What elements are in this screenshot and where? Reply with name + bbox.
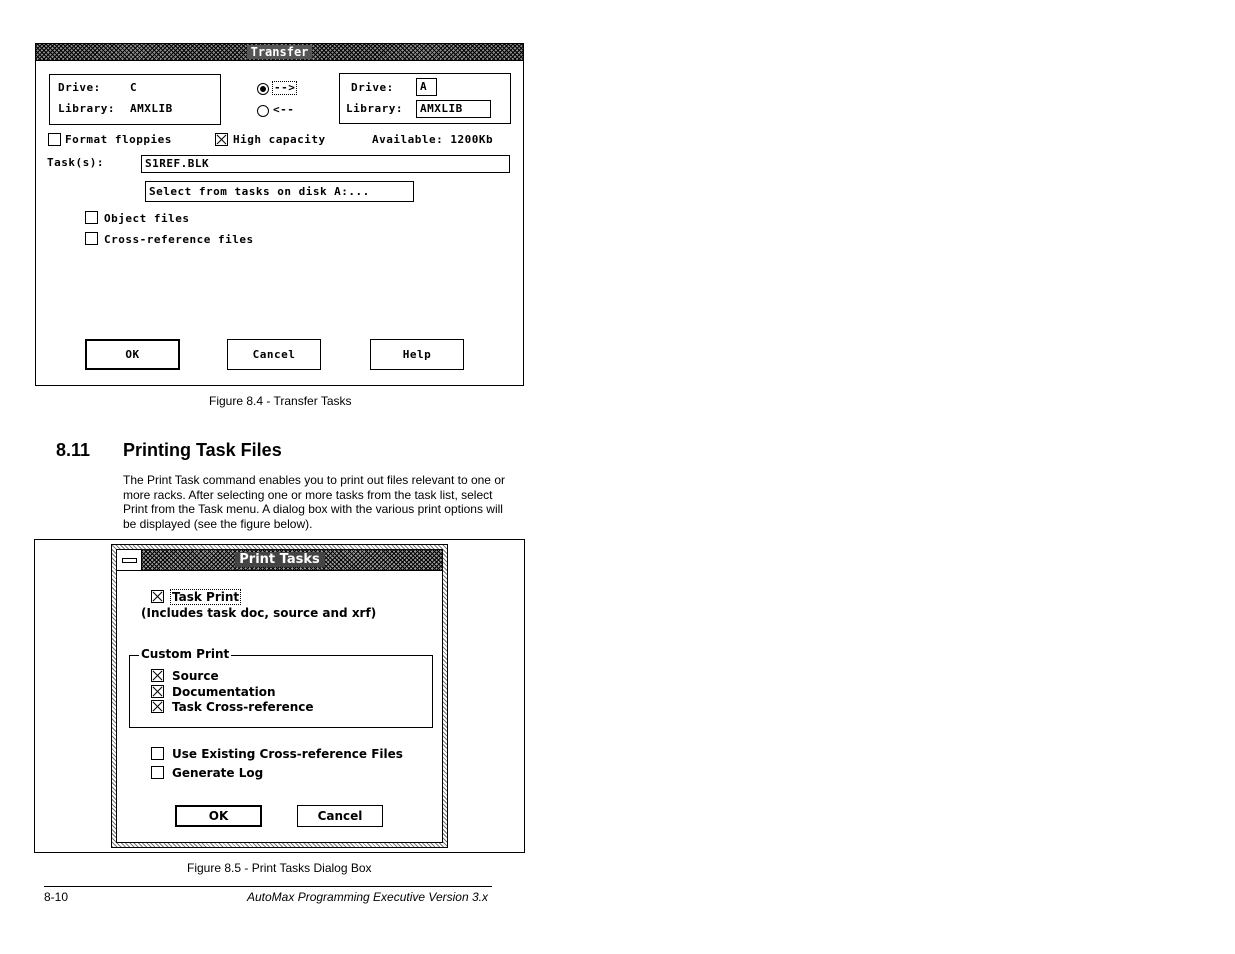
- task-print-checkbox[interactable]: [151, 590, 164, 603]
- direction-back-radio[interactable]: [257, 105, 269, 117]
- direction-forward-radio[interactable]: [257, 83, 269, 95]
- section-title: Printing Task Files: [123, 440, 282, 460]
- object-files-label[interactable]: Object files: [104, 212, 190, 225]
- object-files-checkbox[interactable]: [85, 211, 98, 224]
- xref-files-label[interactable]: Cross-reference files: [104, 233, 254, 246]
- print-tasks-client: [116, 549, 443, 843]
- dest-library-label: Library:: [346, 102, 403, 115]
- footer-book-title: AutoMax Programming Executive Version 3.x: [247, 890, 488, 904]
- transfer-title: Transfer: [247, 45, 313, 59]
- task-xref-label[interactable]: Task Cross-reference: [172, 700, 314, 714]
- source-label[interactable]: Source: [172, 669, 219, 683]
- high-capacity-checkbox[interactable]: [215, 133, 228, 146]
- tasks-label: Task(s):: [47, 156, 104, 169]
- transfer-title-bar[interactable]: [36, 44, 523, 61]
- print-tasks-dialog: [111, 544, 448, 848]
- figure-8-4-caption: Figure 8.4 - Transfer Tasks: [209, 394, 352, 408]
- generate-log-label[interactable]: Generate Log: [172, 766, 264, 780]
- print-title: Print Tasks: [234, 552, 324, 567]
- format-floppies-label[interactable]: Format floppies: [65, 133, 172, 146]
- task-xref-checkbox[interactable]: [151, 700, 164, 713]
- source-box: [49, 74, 221, 125]
- print-ok-button[interactable]: OK: [175, 805, 262, 827]
- direction-forward-label[interactable]: -->: [274, 81, 296, 94]
- print-title-bar[interactable]: [117, 550, 442, 571]
- generate-log-checkbox[interactable]: [151, 766, 164, 779]
- dest-library-field[interactable]: AMXLIB: [416, 100, 491, 118]
- source-library-label: Library:: [58, 102, 115, 115]
- source-drive-value: C: [130, 81, 138, 94]
- section-number: 8.11: [56, 440, 91, 460]
- footer-rule: [44, 886, 492, 887]
- transfer-dialog: [35, 43, 524, 386]
- system-menu-icon[interactable]: [117, 550, 142, 570]
- source-library-value: AMXLIB: [130, 102, 173, 115]
- task-print-label[interactable]: Task Print: [172, 590, 240, 604]
- tasks-field[interactable]: S1REF.BLK: [141, 155, 510, 173]
- format-floppies-checkbox[interactable]: [48, 133, 61, 146]
- high-capacity-label[interactable]: High capacity: [233, 133, 326, 146]
- footer-page-number: 8-10: [44, 890, 69, 904]
- select-tasks-button[interactable]: Select from tasks on disk A:...: [145, 181, 414, 202]
- dest-drive-field[interactable]: A: [416, 78, 437, 96]
- section-paragraph: The Print Task command enables you to print out files relevant to one or more racks. After selecting one or more tasks from the task list, select Print from the Task menu. A dialog box with the various print options will be displayed (see the figure below).: [123, 473, 505, 531]
- transfer-ok-button[interactable]: OK: [85, 339, 180, 370]
- custom-print-label: Custom Print: [141, 647, 230, 661]
- direction-back-label[interactable]: <--: [273, 103, 295, 116]
- xref-files-checkbox[interactable]: [85, 232, 98, 245]
- use-existing-label[interactable]: Use Existing Cross-reference Files: [172, 747, 403, 761]
- available-space: Available: 1200Kb: [372, 133, 494, 146]
- source-checkbox[interactable]: [151, 669, 164, 682]
- source-drive-label: Drive:: [58, 81, 101, 94]
- figure-8-5-caption: Figure 8.5 - Print Tasks Dialog Box: [187, 861, 372, 875]
- documentation-label[interactable]: Documentation: [172, 685, 276, 699]
- use-existing-checkbox[interactable]: [151, 747, 164, 760]
- task-print-note: (Includes task doc, source and xrf): [141, 606, 377, 620]
- transfer-help-button[interactable]: Help: [370, 339, 464, 370]
- transfer-cancel-button[interactable]: Cancel: [227, 339, 321, 370]
- print-cancel-button[interactable]: Cancel: [297, 805, 383, 827]
- dest-box: [339, 73, 511, 124]
- documentation-checkbox[interactable]: [151, 685, 164, 698]
- dest-drive-label: Drive:: [351, 81, 394, 94]
